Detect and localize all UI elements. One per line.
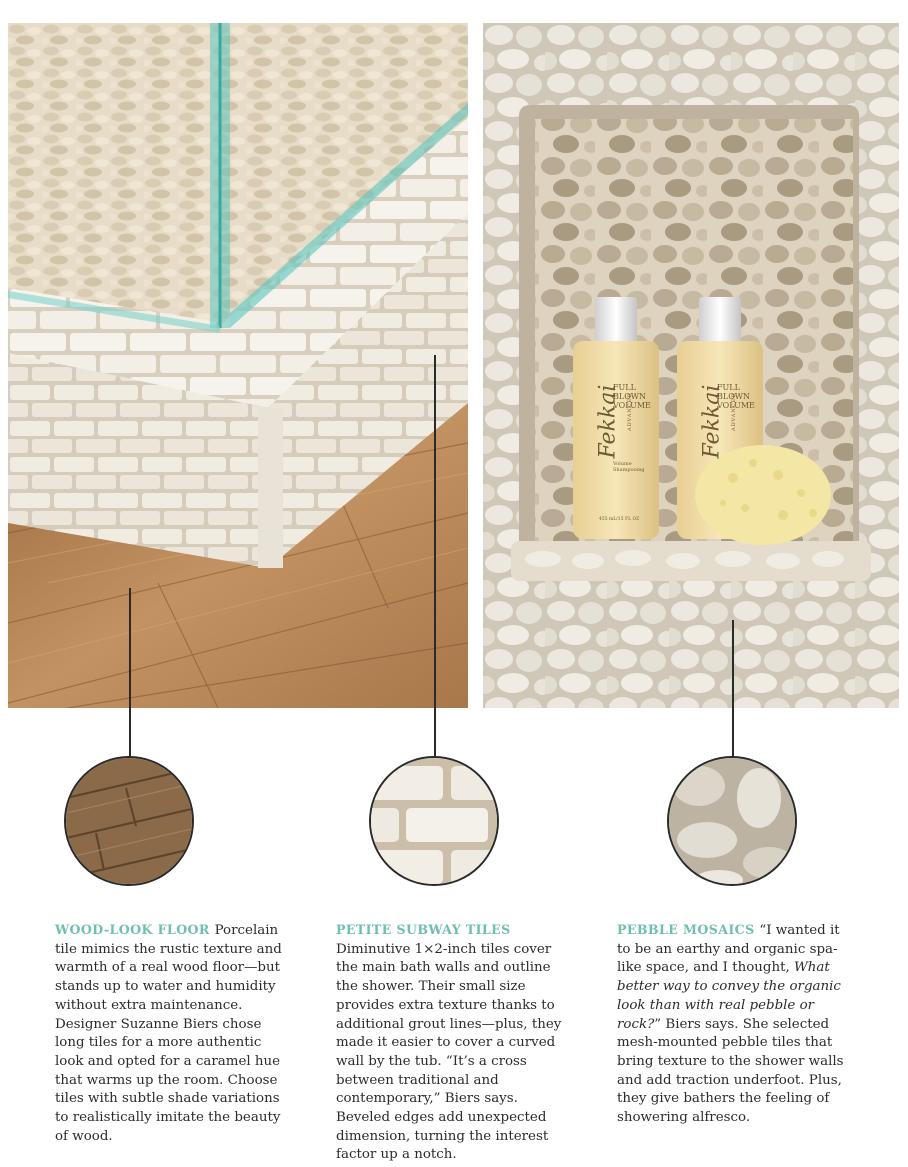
caption-body: Diminutive 1×2-inch tiles cover the main bath walls and outline the shower. Their small size provides extra texture thanks to additional grout lines—plus, they made it easier to cover a curved wall by the tub. “It’s a cross between traditional and contemporary,” Biers says. Beveled edges add unexpected dimension, turning the interest factor up a notch. — [336, 941, 562, 1163]
callout-line-subway — [434, 355, 436, 758]
bottle-1-line: ADVANCED — [627, 392, 633, 431]
photo-shower-curb — [8, 23, 468, 708]
caption-body-before: “I wanted it to be an earthy and organic spa-like space, and I thought, — [617, 923, 840, 976]
caption-body-italic: What better way to convey the organic look than with real pebble or rock? — [617, 960, 841, 1032]
caption-heading: PEBBLE MOSAICS — [617, 922, 760, 937]
caption-body: Porcelain tile mimics the rustic texture and warmth of a real wood floor—but stands up to water and humidity without extra maintenance. Designer Suzanne Biers chose long tiles for a more authentic look and opted for a caramel hue that warms up the room. Choose tiles with subtle shade variations to realistically imitate the beauty of wood. — [55, 923, 282, 1144]
swatch-wood — [64, 756, 194, 886]
bottle-2-line: ADVANCED — [731, 392, 737, 431]
callout-line-pebble — [732, 620, 734, 758]
caption-petite-subway-tiles — [336, 921, 572, 1165]
bottle-2-name: FULL BLOWN VOLUME — [717, 383, 755, 410]
caption-wood-look-floor — [55, 921, 291, 1146]
bottle-1-label — [573, 341, 659, 539]
bottle-2-brand: Fekkai — [699, 384, 725, 459]
bottle-1-name: FULL BLOWN VOLUME — [613, 383, 651, 410]
bottle-1-type: Volume Shampooing — [613, 461, 645, 473]
bottle-2-label — [677, 341, 763, 491]
caption-body-after: ” Biers says. She selected mesh-mounted pebble tiles that bring texture to the shower walls and add traction underfoot. Plus, they give bathers the feeling of showering alfresco. — [617, 1016, 844, 1126]
bottle-1-size: 455 mL/15 FL OZ — [599, 517, 640, 522]
bottle-1-brand: Fekkai — [595, 384, 621, 459]
callout-line-wood — [129, 588, 131, 758]
caption-heading: PETITE SUBWAY TILES — [336, 922, 511, 937]
swatch-subway — [369, 756, 499, 886]
photo-pebble-niche — [483, 23, 899, 708]
caption-pebble-mosaics — [617, 921, 853, 1128]
caption-heading: WOOD-LOOK FLOOR — [55, 922, 215, 937]
swatch-pebble — [667, 756, 797, 886]
